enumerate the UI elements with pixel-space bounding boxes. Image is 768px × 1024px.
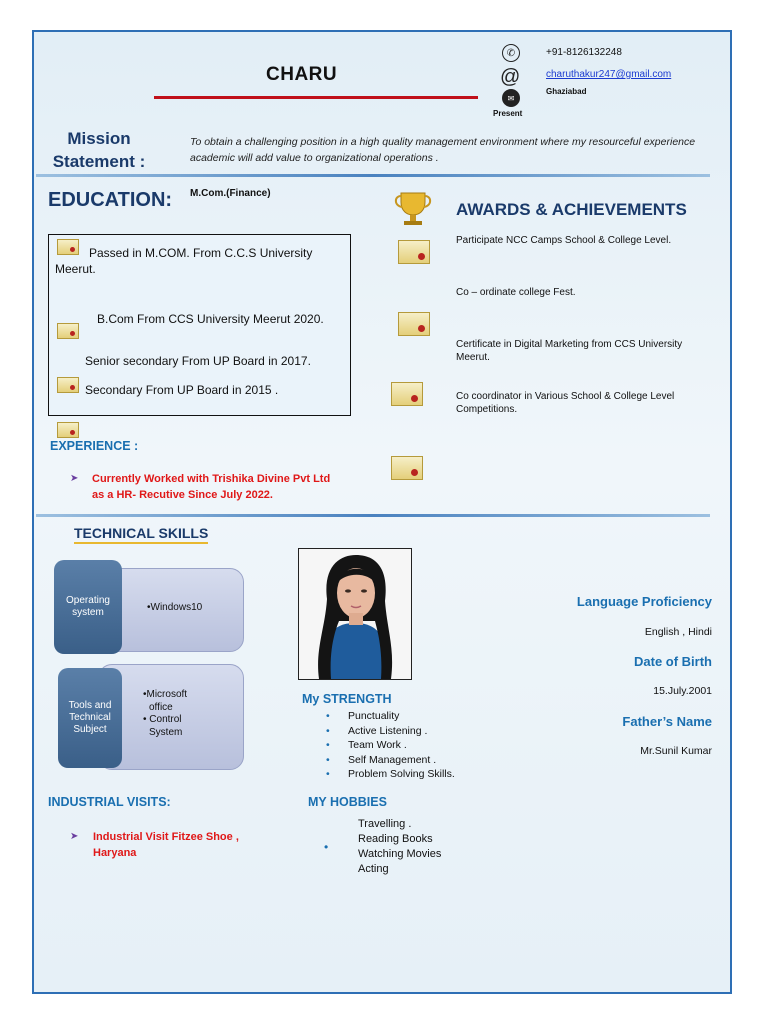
certificate-icon — [398, 240, 430, 264]
tools-label-box — [58, 668, 122, 768]
certificate-icon — [57, 377, 79, 393]
hobby-item: Watching Movies — [358, 848, 442, 860]
divider-middle — [36, 514, 710, 517]
certificate-icon — [398, 312, 430, 336]
os-label: Operating system — [66, 595, 110, 618]
degree-label: M.Com.(Finance) — [190, 188, 271, 199]
hobby-item: Acting — [358, 863, 389, 875]
certificate-icon — [57, 422, 79, 438]
awards-heading: AWARDS & ACHIEVEMENTS — [456, 200, 687, 219]
mission-heading-line1: Mission — [67, 129, 131, 148]
education-item-3: Senior secondary From UP Board in 2017. — [85, 354, 311, 368]
os-label-box — [54, 560, 122, 654]
tools-value — [143, 689, 187, 739]
tools-label: Tools and Technical Subject — [68, 700, 112, 735]
phone-icon: ✆ — [502, 44, 520, 62]
visit-line-1: Industrial Visit Fitzee Shoe , — [93, 831, 239, 843]
arrow-bullet-icon: ➤ — [70, 831, 79, 842]
education-box — [48, 234, 351, 416]
mission-heading-line2: Statement : — [52, 152, 146, 171]
education-heading: EDUCATION: — [48, 189, 173, 211]
dob-label: Date of Birth — [634, 654, 712, 669]
strength-list — [348, 709, 455, 782]
name-underline — [154, 96, 478, 99]
mission-heading — [44, 127, 154, 173]
hobbies-list — [358, 817, 441, 877]
hobbies-bullet: • — [324, 840, 329, 854]
visit-line-2: Haryana — [93, 847, 137, 859]
father-value: Mr.Sunil Kumar — [640, 745, 712, 757]
strength-heading: My STRENGTH — [302, 692, 392, 706]
city: Ghaziabad — [546, 87, 587, 96]
certificate-icon — [391, 382, 423, 406]
email-link[interactable]: charuthakur247@gmail.com — [546, 69, 672, 80]
tools-value-line4: System — [149, 726, 183, 738]
strength-item: • Problem Solving Skills. — [348, 767, 455, 782]
award-item-1: Participate NCC Camps School & College Level. — [456, 235, 672, 246]
strength-item: • Team Work . — [348, 738, 455, 753]
trophy-icon — [392, 190, 434, 228]
arrow-bullet-icon: ➤ — [70, 473, 79, 484]
dob-value: 15.July.2001 — [653, 685, 712, 697]
visits-heading: INDUSTRIAL VISITS: — [48, 795, 171, 809]
os-value: •Windows10 — [147, 602, 203, 613]
hobbies-heading: MY HOBBIES — [308, 795, 387, 809]
certificate-icon — [57, 323, 79, 339]
education-item-1: Passed in M.COM. From C.C.S University Meerut. — [55, 246, 313, 276]
certificate-icon — [391, 456, 423, 480]
present-label: Present — [493, 109, 523, 118]
tools-value-line2: office — [149, 701, 173, 713]
hobby-item: Reading Books — [358, 833, 433, 845]
language-label: Language Proficiency — [576, 594, 712, 609]
technical-heading: TECHNICAL SKILLS — [74, 525, 208, 544]
strength-item: • Punctuality — [348, 709, 455, 724]
tools-value-line1: •Microsoft — [143, 689, 188, 700]
mission-text: To obtain a challenging position in a high quality management environment where my resourceful experience academic will add value to organizational operations . — [190, 136, 696, 164]
resume-page — [32, 30, 732, 994]
education-item-2: B.Com From CCS University Meerut 2020. — [97, 312, 324, 326]
phone-number[interactable]: +91-8126132248 — [546, 47, 622, 58]
hobby-item: Travelling . — [358, 818, 412, 830]
profile-photo — [298, 548, 412, 680]
award-item-3: Certificate in Digital Marketing from CCS University Meerut. — [456, 339, 683, 363]
envelope-icon: ✉ — [502, 89, 520, 107]
award-item-4: Co coordinator in Various School & College Level Competitions. — [456, 391, 675, 415]
experience-heading: EXPERIENCE : — [50, 439, 139, 453]
portrait-image — [299, 549, 411, 679]
award-item-2: Co – ordinate college Fest. — [456, 287, 576, 298]
education-item-4: Secondary From UP Board in 2015 . — [85, 383, 279, 397]
strength-item: • Active Listening . — [348, 724, 455, 739]
language-value: English , Hindi — [644, 626, 712, 638]
experience-line-1: Currently Worked with Trishika Divine Pvt Ltd — [92, 473, 331, 485]
experience-line-2: as a HR- Recutive Since July 2022. — [92, 489, 273, 501]
candidate-name: CHARU — [266, 64, 338, 85]
father-label: Father’s Name — [622, 714, 712, 729]
divider-top — [36, 174, 710, 177]
email-icon: @ — [500, 66, 521, 88]
tools-value-line3: • Control — [143, 714, 182, 725]
strength-item: • Self Management . — [348, 753, 455, 768]
